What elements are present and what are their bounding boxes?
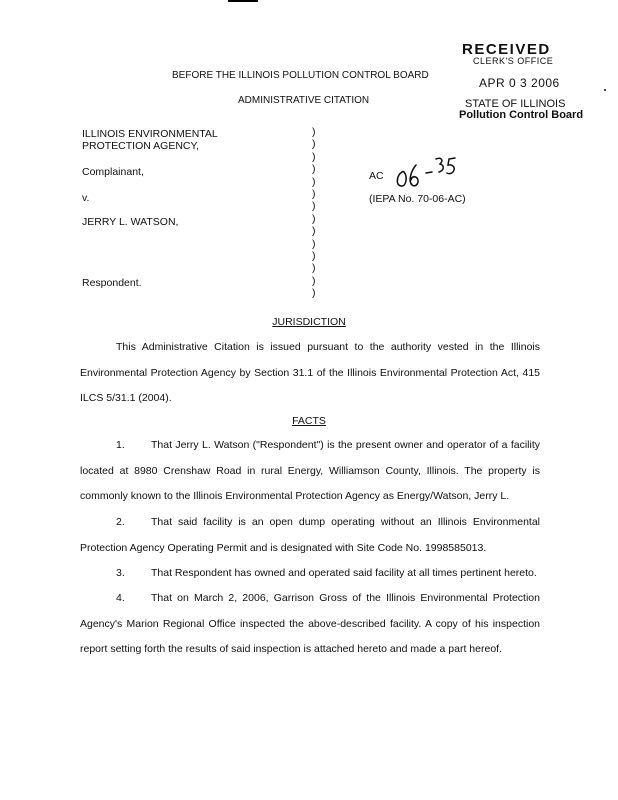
fact-number: 4.	[116, 592, 125, 604]
respondent-name: JERRY L. WATSON,	[82, 216, 179, 228]
fact-text: That Jerry L. Watson ("Respondent") is the present owner and operator of a facility located at 8980 Crenshaw Road in rural Energy, Williamson County, Illinois. The property is commonly known to the Illinois Environmental Protection Agency as Energy/Watson, Jerry L.	[80, 439, 540, 502]
received-stamp: RECEIVED	[462, 41, 551, 58]
jurisdiction-paragraph	[80, 335, 540, 412]
state-label: STATE OF ILLINOIS	[465, 98, 566, 110]
fact-item-4	[80, 586, 540, 663]
handwritten-case-number	[392, 153, 462, 191]
jurisdiction-heading: JURISDICTION	[272, 316, 346, 328]
document-title: ADMINISTRATIVE CITATION	[238, 95, 370, 106]
top-edge-mark	[228, 0, 258, 2]
facts-heading: FACTS	[292, 415, 326, 427]
board-label: Pollution Control Board	[459, 109, 584, 121]
court-title: BEFORE THE ILLINOIS POLLUTION CONTROL BOARD	[172, 70, 429, 81]
complainant-name-line2: PROTECTION AGENCY,	[82, 140, 200, 152]
respondent-role: Respondent.	[82, 277, 142, 289]
fact-item-2	[80, 510, 540, 561]
fact-item-1	[80, 433, 540, 510]
clerks-office-label: CLERK'S OFFICE	[473, 56, 554, 66]
received-date: APR 0 3 2006	[479, 76, 560, 90]
fact-number: 2.	[116, 516, 125, 528]
fact-text: That on March 2, 2006, Garrison Gross of the Illinois Environmental Protection Agency's Marion Regional Office inspected the above-described facility. A copy of his inspection report setting forth the results of said inspection is attached hereto and made a part hereof.	[80, 592, 540, 655]
complainant-role: Complainant,	[82, 166, 144, 178]
fact-number: 1.	[116, 439, 125, 451]
fact-text: That said facility is an open dump operating without an Illinois Environmental Protection Agency Operating Permit and is designated with Site Code No. 1998585013.	[80, 516, 540, 554]
versus: v.	[82, 192, 90, 204]
fact-number: 3.	[116, 567, 125, 579]
scan-speck	[604, 89, 606, 91]
iepa-number: (IEPA No. 70-06-AC)	[369, 193, 466, 205]
fact-text: That Respondent has owned and operated said facility at all times pertinent hereto.	[151, 567, 537, 579]
complainant-name-line1: ILLINOIS ENVIRONMENTAL	[82, 128, 218, 140]
jurisdiction-text: This Administrative Citation is issued pursuant to the authority vested in the Illinois Environmental Protection Agency by Section 31.1 of the Illinois Environmental Protection Act, 415 ILCS 5/31.1 (2004).	[80, 341, 540, 404]
caption-paren-column: ) ) ) ) ) ) ) ) ) ) ) ) ) )	[312, 126, 316, 300]
fact-item-3	[80, 561, 540, 587]
ac-label: AC	[369, 170, 384, 182]
